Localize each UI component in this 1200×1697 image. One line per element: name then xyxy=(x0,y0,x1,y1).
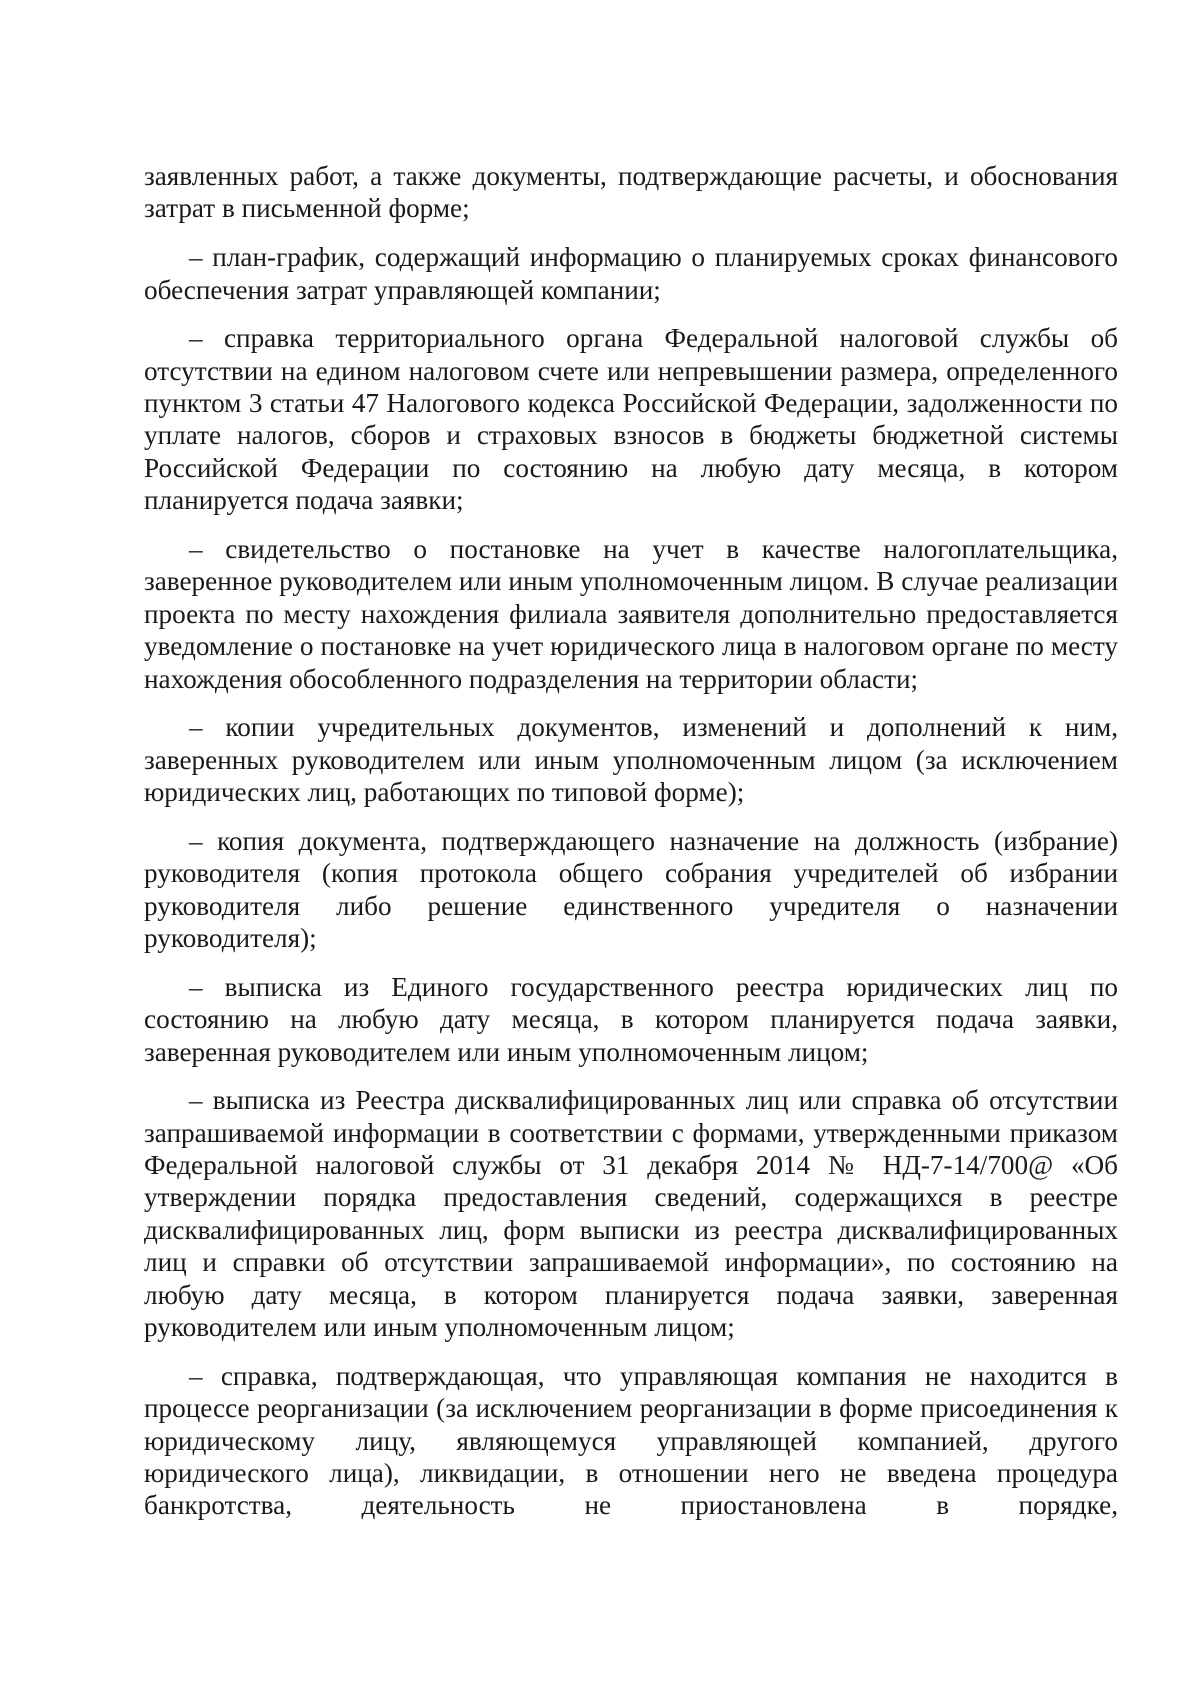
list-item-registration-certificate: – свидетельство о постановке на учет в качестве налогоплательщика, заверенное руководителем или иным уполномоченным лицом. В случае реализации проекта по месту нахождения филиала заявителя дополнительно предоставляется уведомление о постановке на учет юридического лица в налоговом органе по месту нахождения обособленного подразделения на территории области; xyxy=(144,533,1118,694)
list-item-tax-certificate: – справка территориального органа Федеральной налоговой службы об отсутствии на едином налоговом счете или непревышении размера, определенного пунктом 3 статьи 47 Налогового кодекса Российской Федерации, задолженности по уплате налогов, сборов и страховых взносов в бюджеты бюджетной системы Российской Федерации по состоянию на любую дату месяца, в котором планируется подача заявки; xyxy=(144,323,1118,516)
list-item-founding-documents: – копии учредительных документов, изменений и дополнений к ним, заверенных руководителем или иным уполномоченным лицом (за исключением юридических лиц, работающих по типовой форме); xyxy=(144,712,1118,808)
list-item-reorganization-certificate: – справка, подтверждающая, что управляющая компания не находится в процессе реорганизации (за исключением реорганизации в форме присоединения к юридическому лицу, являющемуся управляющей компанией, другого юридического лица), ликвидации, в отношении него не введена процедура банкротства, деятельность не приостановлена в порядке, xyxy=(144,1360,1118,1521)
paragraph-continuation: заявленных работ, а также документы, подтверждающие расчеты, и обоснования затрат в письменной форме; xyxy=(144,161,1118,224)
list-item-director-appointment: – копия документа, подтверждающего назначение на должность (избрание) руководителя (копия протокола общего собрания учредителей об избрании руководителя либо решение единственного учредителя о назначении руководителя); xyxy=(144,825,1118,954)
list-item-disqualified-registry: – выписка из Реестра дисквалифицированных лиц или справка об отсутствии запрашиваемой информации в соответствии с формами, утвержденными приказом Федеральной налоговой службы от 31 декабря 2014 № НД-7-14/700@ «Об утверждении порядка предоставления сведений, содержащихся в реестре дисквалифицированных лиц, форм выписки из реестра дисквалифицированных лиц и справки об отсутствии запрашиваемой информации», по состоянию на любую дату месяца, в котором планируется подача заявки, заверенная руководителем или иным уполномоченным лицом; xyxy=(144,1085,1118,1343)
document-body xyxy=(144,160,1118,1522)
list-item-schedule: – план-график, содержащий информацию о планируемых сроках финансового обеспечения затрат управляющей компании; xyxy=(144,242,1118,305)
list-item-egrul-extract: – выписка из Единого государственного реестра юридических лиц по состоянию на любую дату месяца, в котором планируется подача заявки, заверенная руководителем или иным уполномоченным лицом; xyxy=(144,971,1118,1067)
